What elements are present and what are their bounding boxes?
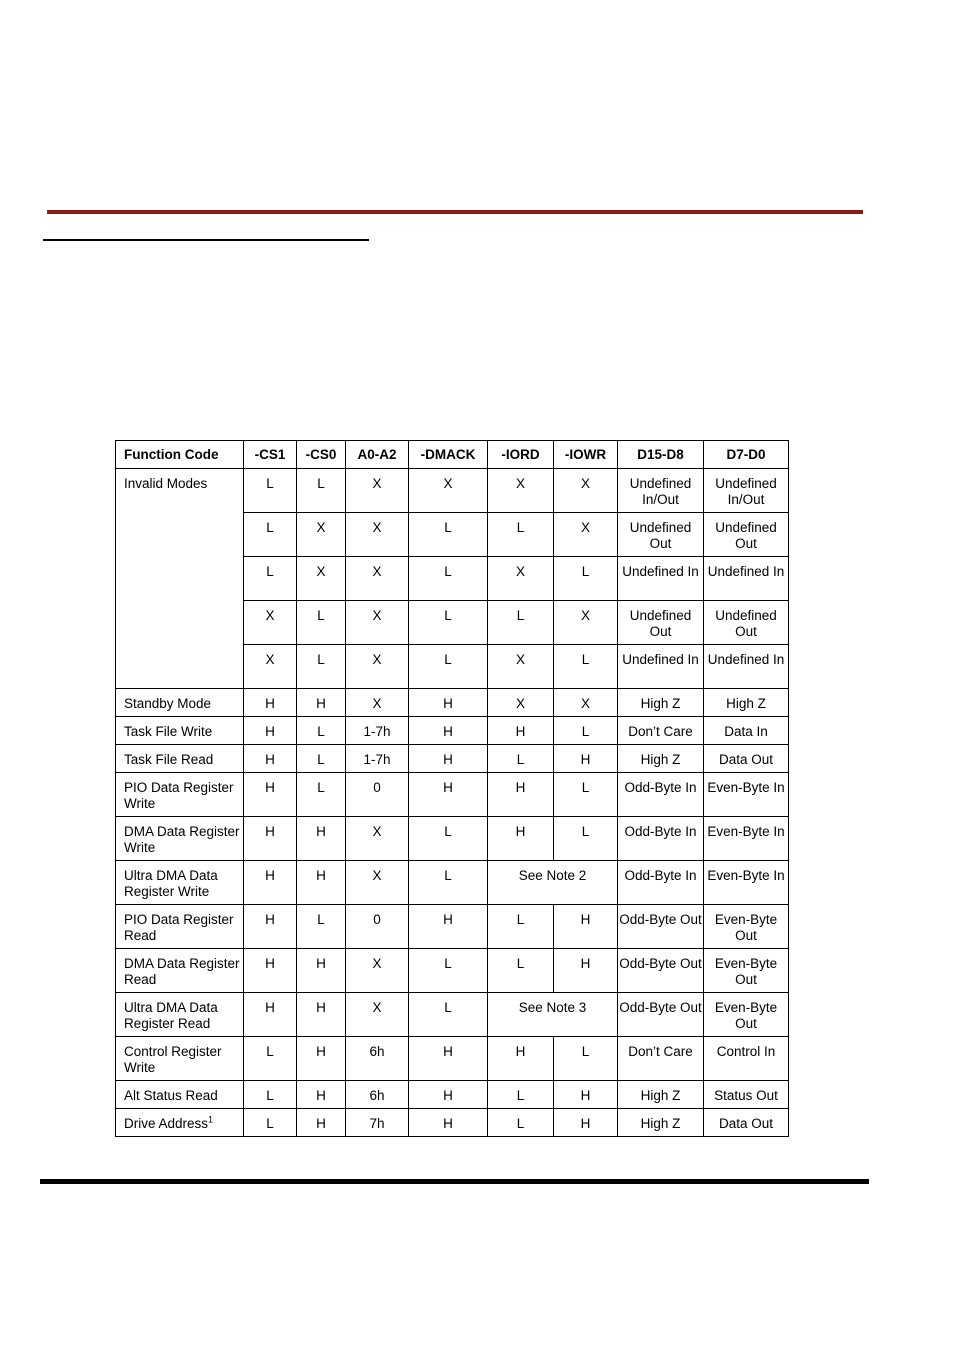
- table-cell: 1-7h: [346, 717, 409, 745]
- table-cell: H: [244, 817, 297, 861]
- table-cell: L: [554, 1037, 618, 1081]
- table-cell: Data Out: [704, 1109, 789, 1137]
- table-cell: DMA Data Register Write: [116, 817, 244, 861]
- table-cell: X: [244, 645, 297, 689]
- table-cell: H: [297, 1109, 346, 1137]
- table-row: [116, 1081, 789, 1109]
- table-cell: Odd-Byte Out: [618, 905, 704, 949]
- table-cell: Invalid Modes: [116, 469, 244, 689]
- table-row: [116, 469, 789, 513]
- table-cell: L: [409, 645, 488, 689]
- table-header-row: [116, 441, 789, 469]
- table-row: [116, 993, 789, 1037]
- table-cell: Ultra DMA Data Register Write: [116, 861, 244, 905]
- table-cell: PIO Data Register Write: [116, 773, 244, 817]
- table-cell: Control In: [704, 1037, 789, 1081]
- table-cell: 7h: [346, 1109, 409, 1137]
- column-header: -DMACK: [409, 441, 488, 469]
- table-cell: L: [297, 905, 346, 949]
- table-cell: 6h: [346, 1037, 409, 1081]
- table-row: [116, 861, 789, 905]
- table-cell: L: [488, 513, 554, 557]
- table-cell: H: [297, 689, 346, 717]
- table-cell: Even-Byte Out: [704, 949, 789, 993]
- table-cell: Even-Byte In: [704, 861, 789, 905]
- table-cell: X: [244, 601, 297, 645]
- table-cell: L: [297, 601, 346, 645]
- table-cell: L: [244, 1081, 297, 1109]
- table-cell: 0: [346, 905, 409, 949]
- footer-rule: [40, 1179, 869, 1184]
- table-cell: X: [346, 689, 409, 717]
- table-cell: 0: [346, 773, 409, 817]
- table-cell: H: [409, 689, 488, 717]
- table-cell: L: [488, 601, 554, 645]
- table-cell: Undefined Out: [704, 601, 789, 645]
- table-cell: X: [488, 645, 554, 689]
- table-cell: H: [409, 717, 488, 745]
- table-cell: H: [554, 1109, 618, 1137]
- table-cell: L: [488, 905, 554, 949]
- table-cell: Odd-Byte In: [618, 861, 704, 905]
- table-row: [116, 1037, 789, 1081]
- table-cell: X: [409, 469, 488, 513]
- table-cell: L: [244, 557, 297, 601]
- table-cell: H: [244, 717, 297, 745]
- header-rule: [47, 210, 863, 214]
- table-cell: H: [488, 1037, 554, 1081]
- table-cell: Undefined In: [618, 645, 704, 689]
- table-cell: X: [554, 601, 618, 645]
- table-row: [116, 905, 789, 949]
- heading-underline: [43, 239, 369, 241]
- column-header: -IORD: [488, 441, 554, 469]
- table-cell: Alt Status Read: [116, 1081, 244, 1109]
- table-cell: Standby Mode: [116, 689, 244, 717]
- table-cell: H: [554, 949, 618, 993]
- table-cell: See Note 3: [488, 993, 618, 1037]
- table-cell: Status Out: [704, 1081, 789, 1109]
- function-code-table: [115, 440, 789, 1137]
- table-cell: H: [244, 773, 297, 817]
- table-cell: L: [297, 773, 346, 817]
- table-cell: H: [554, 905, 618, 949]
- table-cell: DMA Data Register Read: [116, 949, 244, 993]
- table-cell: Undefined In: [618, 557, 704, 601]
- table-cell: Undefined Out: [618, 601, 704, 645]
- table-cell: X: [297, 513, 346, 557]
- table-cell: H: [297, 949, 346, 993]
- table-cell: H: [297, 817, 346, 861]
- table-cell: Undefined In: [704, 645, 789, 689]
- table-cell: X: [554, 469, 618, 513]
- table-cell: L: [409, 817, 488, 861]
- table-cell: Drive Address$^1$: [116, 1109, 244, 1137]
- table-cell: H: [244, 689, 297, 717]
- table-cell: X: [488, 469, 554, 513]
- column-header: Function Code: [116, 441, 244, 469]
- table-cell: L: [244, 513, 297, 557]
- table-cell: X: [346, 817, 409, 861]
- table-row: [116, 717, 789, 745]
- table-cell: L: [409, 861, 488, 905]
- table-cell: Don’t Care: [618, 717, 704, 745]
- column-header: D7-D0: [704, 441, 789, 469]
- table-row: [116, 1109, 789, 1137]
- table-cell: Even-Byte In: [704, 817, 789, 861]
- table-cell: H: [409, 1081, 488, 1109]
- table-cell: X: [554, 513, 618, 557]
- table-cell: X: [346, 993, 409, 1037]
- table-cell: Don’t Care: [618, 1037, 704, 1081]
- table-cell: High Z: [618, 1081, 704, 1109]
- table-cell: L: [409, 557, 488, 601]
- table-cell: H: [409, 773, 488, 817]
- table-cell: X: [346, 513, 409, 557]
- table-cell: Undefined In/Out: [704, 469, 789, 513]
- table-cell: L: [297, 717, 346, 745]
- table-cell: High Z: [618, 745, 704, 773]
- table-row: [116, 817, 789, 861]
- table-cell: H: [554, 1081, 618, 1109]
- column-header: A0-A2: [346, 441, 409, 469]
- table-cell: Odd-Byte In: [618, 773, 704, 817]
- table-cell: L: [488, 949, 554, 993]
- table-cell: L: [244, 1037, 297, 1081]
- table-cell: L: [554, 717, 618, 745]
- table-cell: 6h: [346, 1081, 409, 1109]
- table-cell: Odd-Byte Out: [618, 949, 704, 993]
- table-cell: PIO Data Register Read: [116, 905, 244, 949]
- table-cell: H: [409, 1037, 488, 1081]
- table-cell: Even-Byte Out: [704, 905, 789, 949]
- table-cell: Ultra DMA Data Register Read: [116, 993, 244, 1037]
- table-cell: Undefined In/Out: [618, 469, 704, 513]
- table-cell: L: [409, 601, 488, 645]
- table-cell: L: [554, 817, 618, 861]
- table-cell: Data In: [704, 717, 789, 745]
- column-header: -CS0: [297, 441, 346, 469]
- table-cell: Undefined In: [704, 557, 789, 601]
- table-cell: Even-Byte In: [704, 773, 789, 817]
- table-cell: H: [409, 1109, 488, 1137]
- table-cell: H: [244, 861, 297, 905]
- table-cell: H: [409, 745, 488, 773]
- table-cell: High Z: [618, 1109, 704, 1137]
- table-cell: L: [297, 469, 346, 513]
- table-cell: L: [297, 645, 346, 689]
- table-cell: H: [409, 905, 488, 949]
- table-cell: X: [346, 861, 409, 905]
- table-cell: High Z: [618, 689, 704, 717]
- table-cell: X: [488, 689, 554, 717]
- table-row: [116, 773, 789, 817]
- table-cell: L: [554, 773, 618, 817]
- table-cell: X: [346, 469, 409, 513]
- table-cell: Odd-Byte In: [618, 817, 704, 861]
- table-cell: L: [297, 745, 346, 773]
- table-cell: 1-7h: [346, 745, 409, 773]
- table-cell: L: [488, 745, 554, 773]
- table-cell: See Note 2: [488, 861, 618, 905]
- table-row: [116, 689, 789, 717]
- table-cell: X: [554, 689, 618, 717]
- table-cell: H: [554, 745, 618, 773]
- table-cell: H: [244, 993, 297, 1037]
- table-cell: H: [488, 773, 554, 817]
- column-header: -CS1: [244, 441, 297, 469]
- table-cell: X: [346, 949, 409, 993]
- table-cell: H: [244, 949, 297, 993]
- table-cell: H: [297, 993, 346, 1037]
- table-cell: H: [488, 717, 554, 745]
- table-cell: H: [297, 1081, 346, 1109]
- column-header: -IOWR: [554, 441, 618, 469]
- table-cell: Even-Byte Out: [704, 993, 789, 1037]
- table-row: [116, 745, 789, 773]
- table-cell: Odd-Byte Out: [618, 993, 704, 1037]
- footnote-marker: 1: [208, 1114, 214, 1125]
- table-cell: X: [346, 601, 409, 645]
- table-cell: L: [488, 1109, 554, 1137]
- table-cell: X: [346, 645, 409, 689]
- table-cell: Control Register Write: [116, 1037, 244, 1081]
- table-cell: H: [244, 745, 297, 773]
- table-cell: Task File Write: [116, 717, 244, 745]
- table-cell: Data Out: [704, 745, 789, 773]
- table-cell: X: [297, 557, 346, 601]
- table-cell: L: [488, 1081, 554, 1109]
- table-cell: L: [409, 513, 488, 557]
- table-cell: H: [244, 905, 297, 949]
- table-cell: L: [554, 645, 618, 689]
- table-cell: Task File Read: [116, 745, 244, 773]
- table-cell: L: [244, 469, 297, 513]
- table-cell: L: [409, 949, 488, 993]
- table-row: [116, 949, 789, 993]
- table-cell: L: [244, 1109, 297, 1137]
- table-cell: X: [346, 557, 409, 601]
- table-cell: H: [297, 1037, 346, 1081]
- table-cell: H: [297, 861, 346, 905]
- column-header: D15-D8: [618, 441, 704, 469]
- table-cell: High Z: [704, 689, 789, 717]
- table-cell: H: [488, 817, 554, 861]
- table-cell: Undefined Out: [618, 513, 704, 557]
- table-cell: X: [488, 557, 554, 601]
- table-cell: L: [409, 993, 488, 1037]
- table-cell: Undefined Out: [704, 513, 789, 557]
- table-cell: L: [554, 557, 618, 601]
